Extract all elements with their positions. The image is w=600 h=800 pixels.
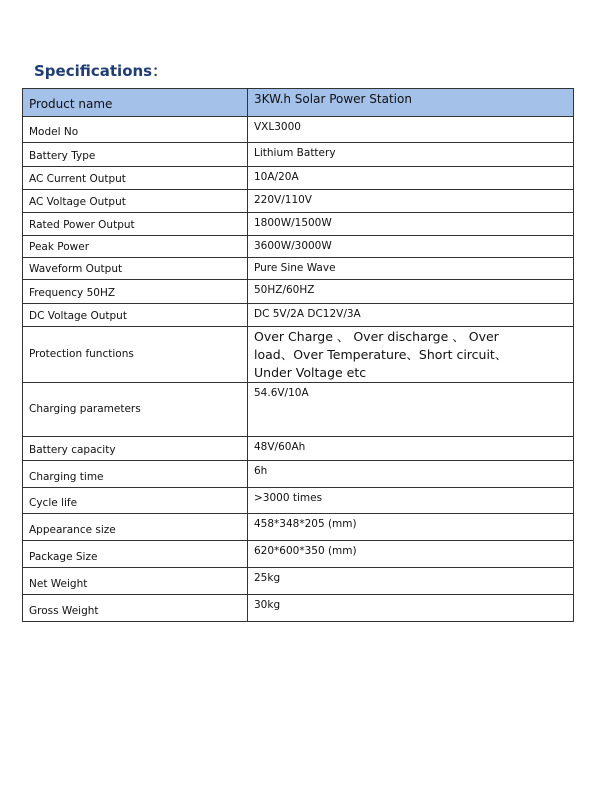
table-row: [23, 167, 574, 190]
table-row: [23, 190, 574, 213]
spec-label: Charging parameters: [23, 383, 248, 437]
spec-value: 54.6V/10A: [248, 383, 574, 437]
spec-label: Net Weight: [23, 568, 248, 595]
spec-label: AC Voltage Output: [23, 190, 248, 213]
spec-label: Peak Power: [23, 236, 248, 258]
spec-value: 48V/60Ah: [248, 437, 574, 461]
table-row: [23, 143, 574, 167]
table-row: [23, 383, 574, 437]
table-row: [23, 461, 574, 488]
spec-value: 3600W/3000W: [248, 236, 574, 258]
spec-value: 6h: [248, 461, 574, 488]
spec-value: 458*348*205 (mm): [248, 514, 574, 541]
spec-label: Charging time: [23, 461, 248, 488]
table-row: [23, 488, 574, 514]
table-row: [23, 541, 574, 568]
table-row: [23, 304, 574, 327]
table-row: [23, 236, 574, 258]
table-row: [23, 117, 574, 143]
table-row: [23, 213, 574, 236]
spec-label: DC Voltage Output: [23, 304, 248, 327]
table-row: [23, 437, 574, 461]
spec-value: 3KW.h Solar Power Station: [248, 89, 574, 117]
page-title: Specifications：: [34, 62, 168, 80]
spec-value: 220V/110V: [248, 190, 574, 213]
table-row: [23, 89, 574, 117]
spec-label: Battery Type: [23, 143, 248, 167]
specifications-table: [22, 88, 574, 622]
spec-label: Model No: [23, 117, 248, 143]
spec-value: 1800W/1500W: [248, 213, 574, 236]
spec-label: Protection functions: [23, 327, 248, 383]
table-row: [23, 258, 574, 280]
table-row: [23, 280, 574, 304]
table-row: [23, 514, 574, 541]
spec-label: Package Size: [23, 541, 248, 568]
spec-value: 620*600*350 (mm): [248, 541, 574, 568]
spec-label: Waveform Output: [23, 258, 248, 280]
spec-value: Pure Sine Wave: [248, 258, 574, 280]
spec-label: Rated Power Output: [23, 213, 248, 236]
table-row: [23, 568, 574, 595]
spec-value: Over Charge 、 Over discharge 、 Over load、Over Temperature、Short circuit、 Under Voltage etc: [248, 327, 574, 383]
spec-label: Battery capacity: [23, 437, 248, 461]
spec-value: Lithium Battery: [248, 143, 574, 167]
spec-value: 10A/20A: [248, 167, 574, 190]
table-row: [23, 595, 574, 622]
spec-label: AC Current Output: [23, 167, 248, 190]
spec-value: VXL3000: [248, 117, 574, 143]
spec-label: Frequency 50HZ: [23, 280, 248, 304]
spec-value: >3000 times: [248, 488, 574, 514]
spec-value: 50HZ/60HZ: [248, 280, 574, 304]
spec-label: Gross Weight: [23, 595, 248, 622]
spec-label: Cycle life: [23, 488, 248, 514]
spec-label: Product name: [23, 89, 248, 117]
table-row: [23, 327, 574, 383]
spec-label: Appearance size: [23, 514, 248, 541]
spec-value: DC 5V/2A DC12V/3A: [248, 304, 574, 327]
spec-value: 25kg: [248, 568, 574, 595]
spec-value: 30kg: [248, 595, 574, 622]
